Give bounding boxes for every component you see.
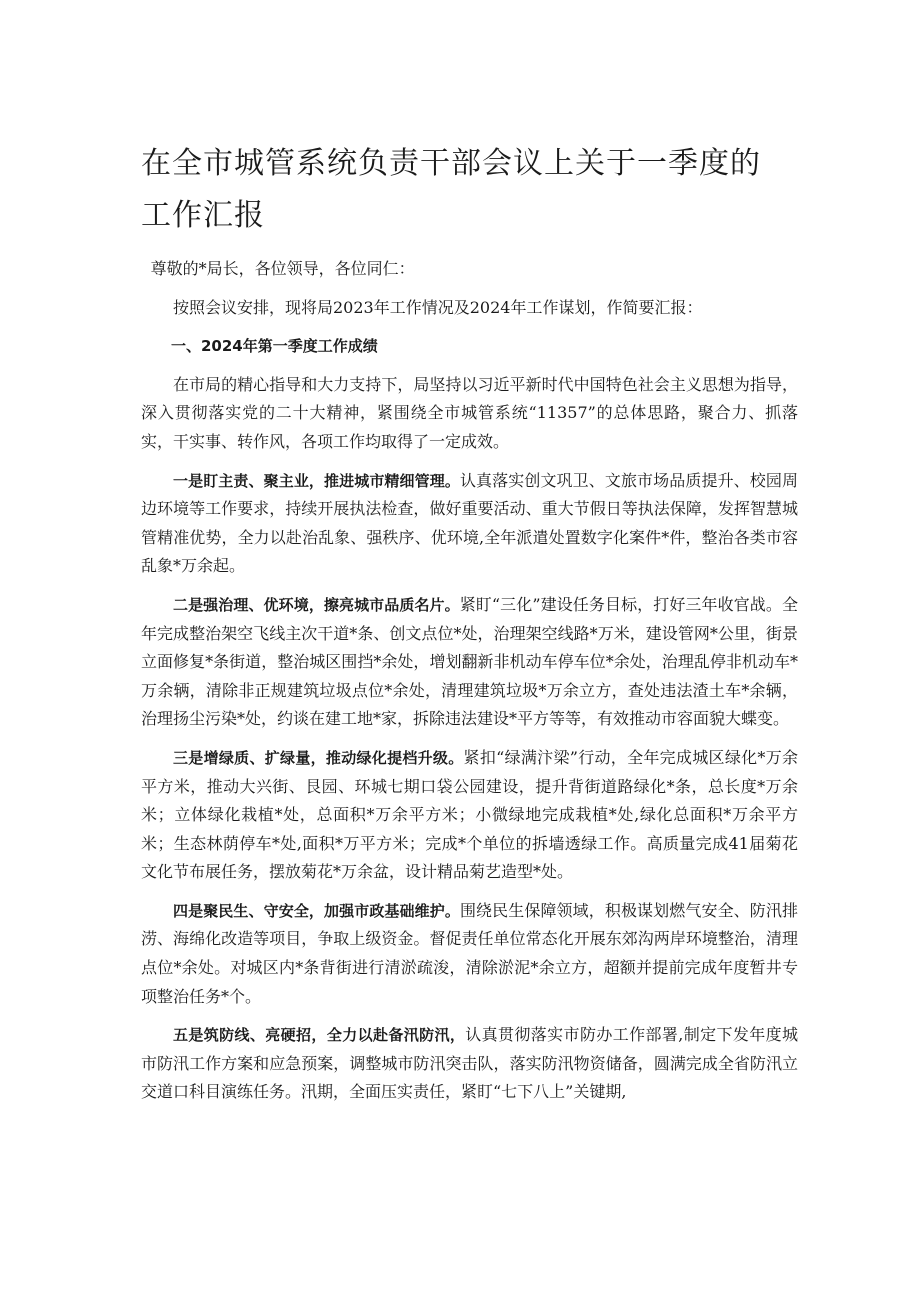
item-paragraph (141, 591, 798, 734)
intro-paragraph: 按照会议安排，现将局2023年工作情况及2024年工作谋划，作简要汇报： (173, 297, 703, 317)
item-paragraph (141, 467, 798, 581)
item-text: 认真落实创文巩卫、文旅市场品质提升、校园周边环境等工作要求，持续开展执法检查，做好重要活动、重大节假日等执法保障，发挥智慧城管精准优势，全力以赴治乱象、强秩序、优环境,全年派遣处置数字化案件*件，整治各类市容乱象*万余起。 (141, 470, 798, 576)
document-title: 在全市城管系统负责干部会议上关于一季度的工作汇报 (141, 146, 761, 233)
item-paragraph (141, 897, 798, 1011)
item-lead: 三是增绿质、扩绿量，推动绿化提档升级。 (173, 748, 464, 767)
item-lead: 五是筑防线、亮硬招，全力以赴备汛防汛， (173, 1026, 466, 1045)
item-paragraph (141, 744, 798, 887)
item-paragraph (141, 1021, 798, 1107)
section-heading: 一、2024年第一季度工作成绩 (171, 337, 378, 356)
summary-paragraph: 在市局的精心指导和大力支持下，局坚持以习近平新时代中国特色社会主义思想为指导，深入贯彻落实党的二十大精神，紧围绕全市城管系统“11357”的总体思路，聚合力、抓落实，干实事、转作风，各项工作均取得了一定成效。 (141, 374, 798, 451)
item-lead: 四是聚民生、守安全，加强市政基础维护。 (173, 901, 460, 920)
document-body (141, 255, 798, 1117)
item-lead: 二是强治理、优环境，擦亮城市品质名片。 (173, 595, 460, 614)
item-lead: 一是盯主责、聚主业，推进城市精细管理。 (173, 471, 460, 490)
salutation: 尊敬的*局长，各位领导，各位同仁： (150, 259, 415, 278)
item-text: 紧扣“绿满汴梁”行动，全年完成城区绿化*万余平方米，推动大兴街、艮园、环城七期口袋公园建设，提升背街道路绿化*条，总长度*万余米；立体绿化栽植*处，总面积*万余平方米；小微绿地完成栽植*处,绿化总面积*万余平方米；生态林荫停车*处,面积*万平方米；完成*个单位的拆墙透绿工作。高质量完成41届菊花文化节布展任务，摆放菊花*万余盆，设计精品菊艺造型*处。 (141, 747, 798, 882)
item-text: 紧盯“三化”建设任务目标，打好三年收官战。全年完成整治架空飞线主次干道*条、创文点位*处，治理架空线路*万米，建设管网*公里，街景立面修复*条街道，整治城区围挡*余处，增划翻新非机动车停车位*余处，治理乱停非机动车*万余辆，清除非正规建筑垃圾点位*余处，清理建筑垃圾*万余立方，查处违法渣土车*余辆，治理扬尘污染*处，约谈在建工地*家，拆除违法建设*平方等等，有效推动市容面貌大蝶变。 (141, 594, 798, 729)
item-text: 认真贯彻落实市防办工作部署,制定下发年度城市防汛工作方案和应急预案，调整城市防汛突击队，落实防汛物资储备，圆满完成全省防汛立交道口科目演练任务。汛期，全面压实责任，紧盯“七下八上”关键期, (141, 1025, 798, 1102)
item-text: 围绕民生保障领域，积极谋划燃气安全、防汛排涝、海绵化改造等项目，争取上级资金。督促责任单位常态化开展东郊沟两岸环境整治，清理点位*余处。对城区内*条背街进行清淤疏浚，清除淤泥*余立方，超额并提前完成年度暂井专项整治任务*个。 (141, 900, 798, 1006)
